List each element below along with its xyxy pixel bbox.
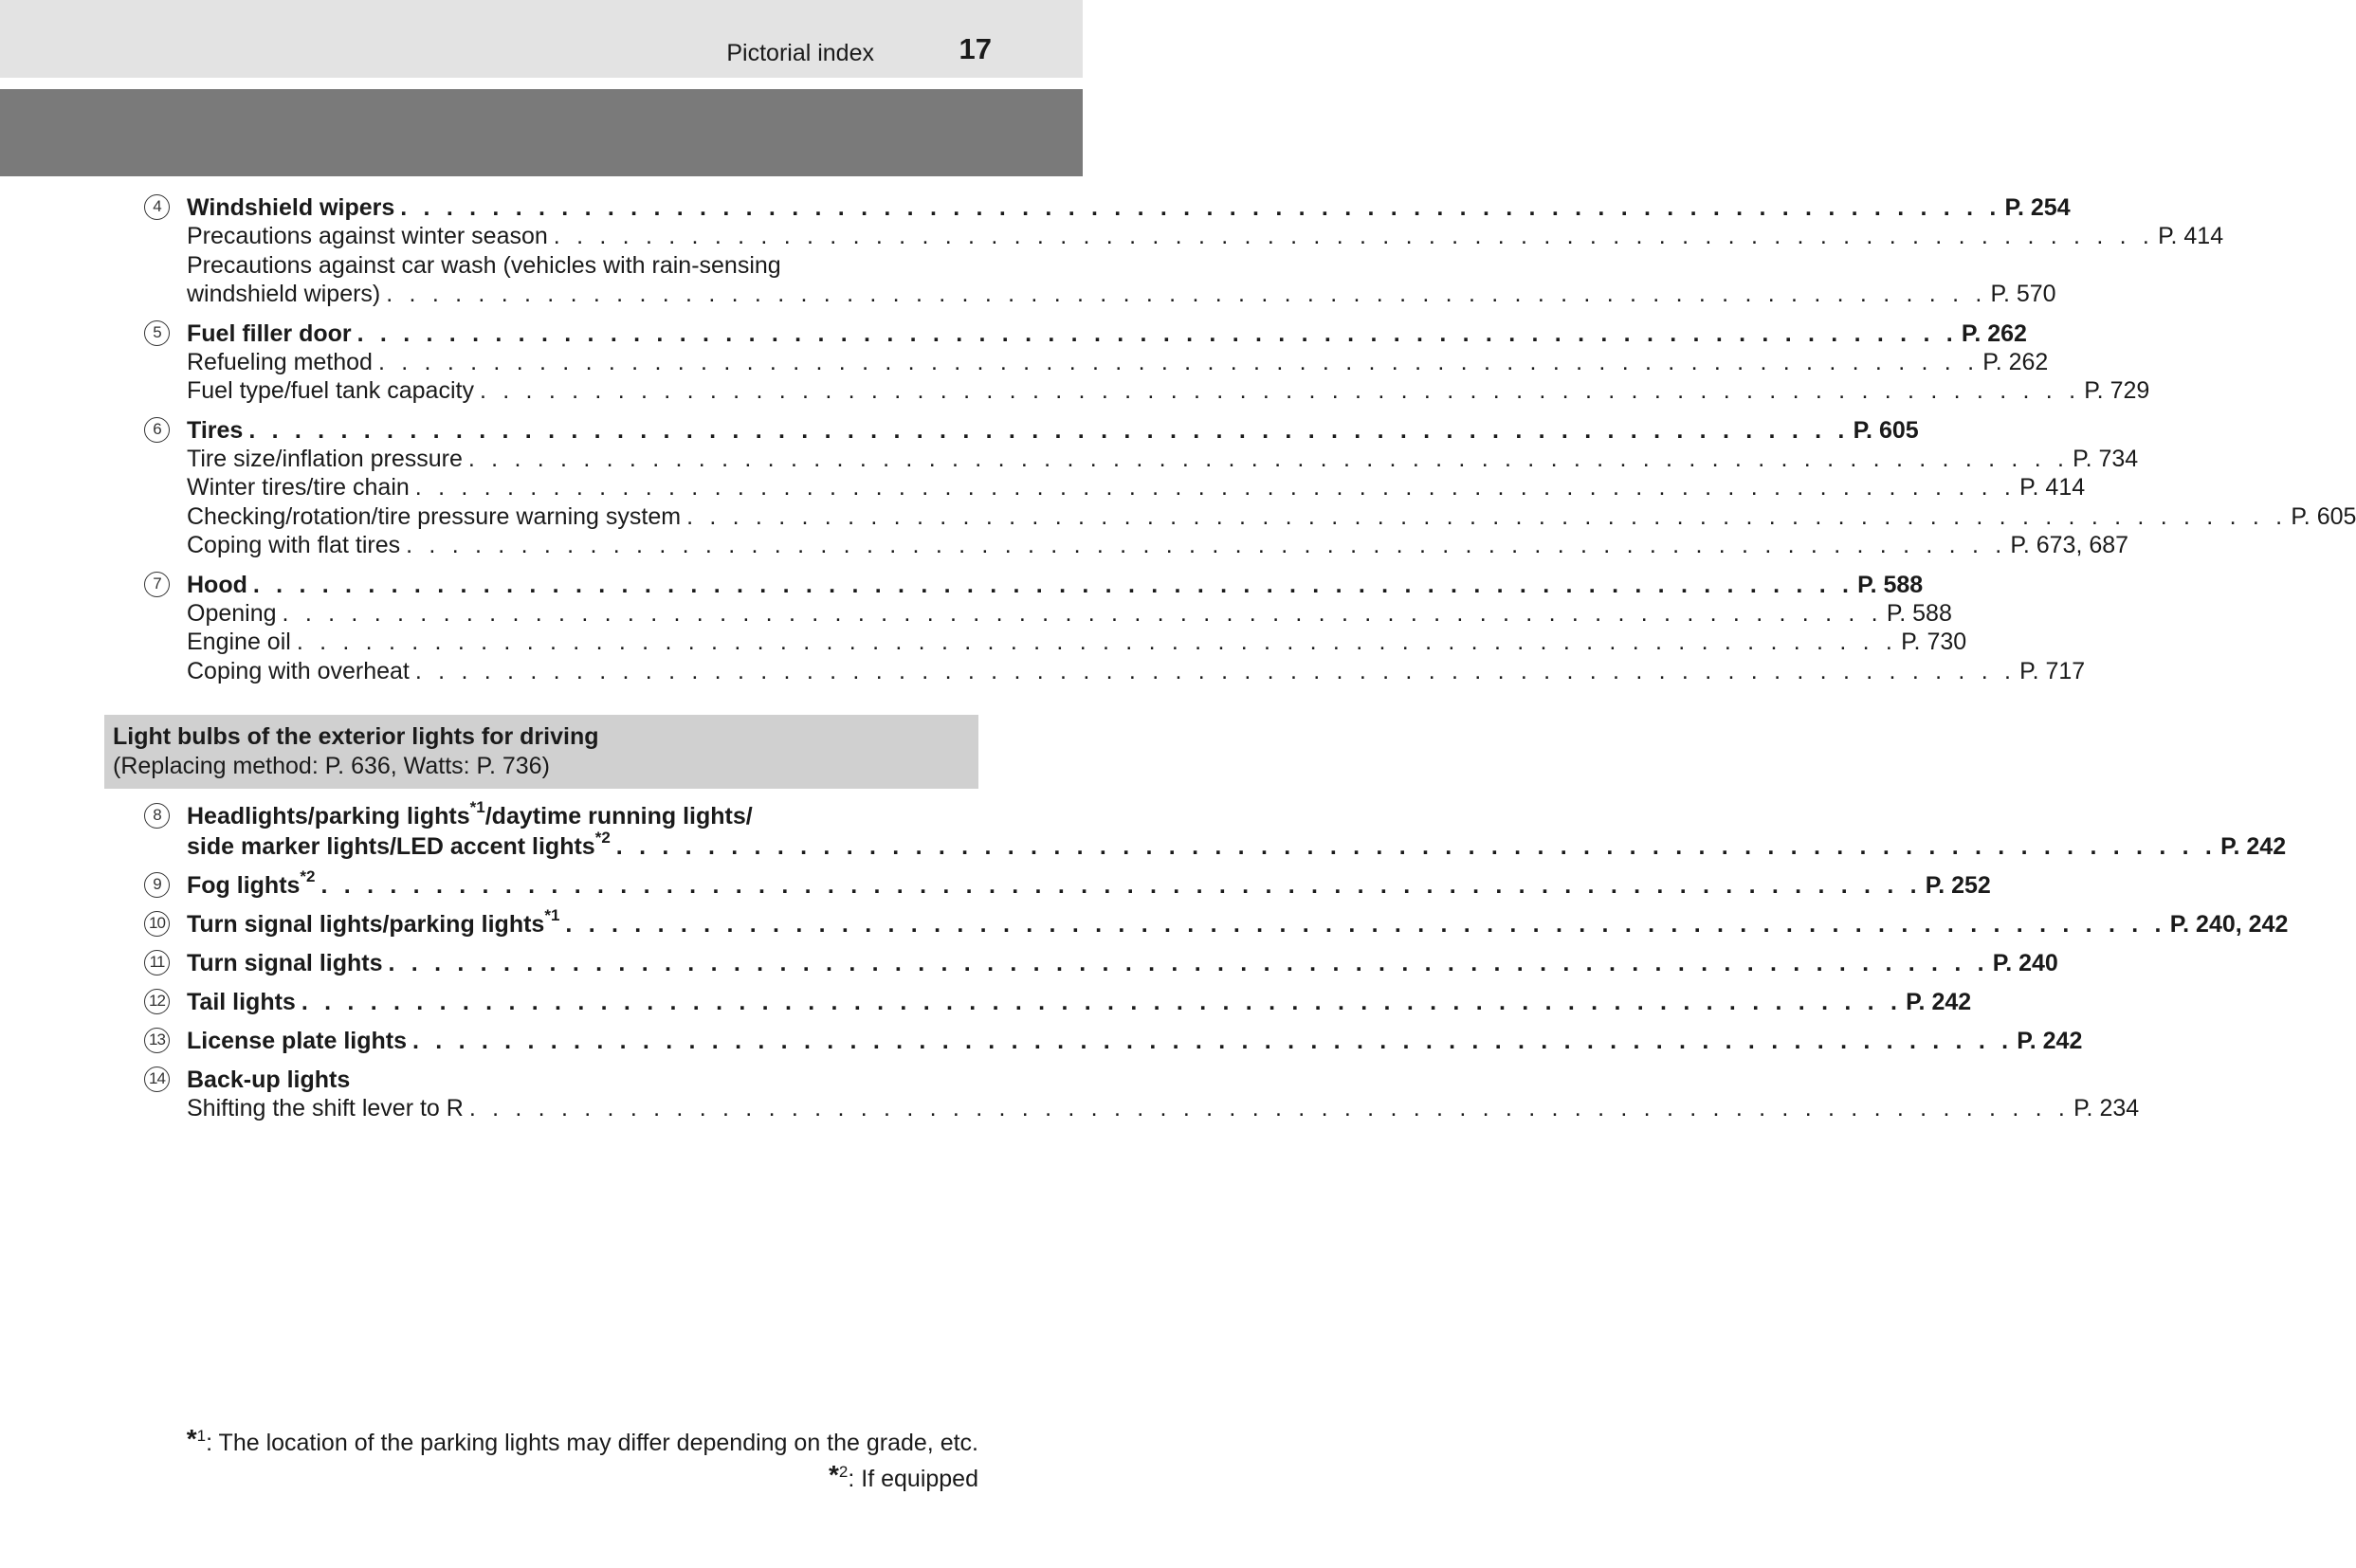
dot-leader: . . . . . . . . . . . . . . . . . . . . . . . . . . . . . . . . . . . . . . . . . . . . . . . . . . . . . . . . . . . . . . . . . . . . . . [565, 911, 2166, 938]
dot-leader: . . . . . . . . . . . . . . . . . . . . . . . . . . . . . . . . . . . . . . . . . . . . . . . . . . . . . . . . . . . . . . . . . . . . . . [377, 348, 1980, 375]
entry-title: Windshield wipers [187, 194, 395, 221]
sub-label: Checking/rotation/tire pressure warning system [187, 502, 682, 530]
entry-title [187, 908, 559, 940]
footnote-marker: *2 [300, 867, 316, 885]
page-ref: P. 588 [1886, 599, 1952, 627]
item-number-badge: 8 [144, 803, 170, 829]
list-item-back-up-lights [144, 1064, 2140, 1123]
dot-leader: . . . . . . . . . . . . . . . . . . . . . . . . . . . . . . . . . . . . . . . . . . . . . . . . . . . . . . . . . . . . . . . . . . . . . . [615, 833, 2218, 860]
footnote-marker: *1 [544, 906, 560, 924]
list-item-license-plate-lights [144, 1025, 2083, 1055]
dot-leader: . . . . . . . . . . . . . . . . . . . . . . . . . . . . . . . . . . . . . . . . . . . . . . . . . . . . . . . . . . . . . . . . . . . . . . [414, 657, 2017, 684]
sub-label: Refueling method [187, 348, 373, 375]
item-number-badge: 11 [144, 950, 170, 975]
page-ref: P. 734 [2073, 445, 2139, 472]
list-item-fuel-filler-door [144, 318, 2150, 406]
entry-main-line [187, 191, 2071, 222]
title-part: Fog lights [187, 872, 301, 899]
entry-title [187, 869, 316, 902]
entry-sub-line [187, 657, 2086, 686]
page-ref: P. 242 [2017, 1028, 2083, 1054]
dot-leader: . . . . . . . . . . . . . . . . . . . . . . . . . . . . . . . . . . . . . . . . . . . . . . . . . . . . . . . . . . . . . . . . . . . . . . [468, 1095, 2071, 1121]
dot-leader: . . . . . . . . . . . . . . . . . . . . . . . . . . . . . . . . . . . . . . . . . . . . . . . . . . . . . . . . . . . . . . . . . . . . . . [686, 502, 2288, 530]
dot-leader: . . . . . . . . . . . . . . . . . . . . . . . . . . . . . . . . . . . . . . . . . . . . . . . . . . . . . . . . . . . . . . . . . . . . . . [479, 377, 2081, 404]
footnote-1 [186, 1424, 978, 1457]
dot-leader: . . . . . . . . . . . . . . . . . . . . . . . . . . . . . . . . . . . . . . . . . . . . . . . . . . . . . . . . . . . . . . . . . . . . . . [320, 872, 1922, 899]
dot-leader: . . . . . . . . . . . . . . . . . . . . . . . . . . . . . . . . . . . . . . . . . . . . . . . . . . . . . . . . . . . . . . . . . . . . . . [282, 599, 1883, 627]
list-item-headlights [144, 798, 2287, 861]
entry-sub-line [187, 1094, 2140, 1123]
page-ref: P. 242 [2220, 833, 2287, 860]
footnote-number: 1 [196, 1427, 207, 1445]
dot-leader: . . . . . . . . . . . . . . . . . . . . . . . . . . . . . . . . . . . . . . . . . . . . . . . . . . . . . . . . . . . . . . . . . . . . . . [467, 445, 2070, 472]
item-number-badge: 5 [144, 320, 170, 346]
list-item-fog-lights [144, 867, 1991, 900]
section-title: Pictorial index [726, 40, 874, 66]
dot-leader: . . . . . . . . . . . . . . . . . . . . . . . . . . . . . . . . . . . . . . . . . . . . . . . . . . . . . . . . . . . . . . . . . . . . . . [553, 223, 2155, 249]
footnote-number: 2 [838, 1463, 849, 1481]
list-item-turn-signal-lights [144, 947, 2058, 977]
sub-label: Coping with overheat [187, 657, 410, 684]
dot-leader: . . . . . . . . . . . . . . . . . . . . . . . . . . . . . . . . . . . . . . . . . . . . . . . . . . . . . . . . . . . . . . . . . . . . . . [400, 194, 2001, 221]
entry-main-line [187, 867, 1991, 900]
dot-leader: . . . . . . . . . . . . . . . . . . . . . . . . . . . . . . . . . . . . . . . . . . . . . . . . . . . . . . . . . . . . . . . . . . . . . . [386, 281, 1987, 307]
header-band [0, 0, 1083, 78]
list-item-hood [144, 569, 2086, 686]
page-ref: P. 240 [1992, 950, 2058, 976]
dot-leader: . . . . . . . . . . . . . . . . . . . . . . . . . . . . . . . . . . . . . . . . . . . . . . . . . . . . . . . . . . . . . . . . . . . . . . [248, 416, 1850, 444]
page-ref: P. 252 [1925, 872, 1991, 899]
sub-label: Precautions against car wash (vehicles with rain-sensing [187, 251, 781, 279]
footnote-2 [829, 1460, 978, 1493]
entry-sub-line [187, 376, 2150, 406]
light-bulbs-heading: Light bulbs of the exterior lights for driving [113, 723, 599, 750]
sub-label: Fuel type/fuel tank capacity [187, 377, 474, 404]
page-ref: P. 414 [2158, 223, 2224, 249]
item-number-badge: 12 [144, 989, 170, 1014]
dot-leader: . . . . . . . . . . . . . . . . . . . . . . . . . . . . . . . . . . . . . . . . . . . . . . . . . . . . . . . . . . . . . . . . . . . . . . [414, 474, 2017, 501]
title-part: side marker lights/LED accent lights [187, 833, 595, 860]
entry-main-line [187, 569, 1924, 599]
sub-label: Opening [187, 599, 277, 627]
entry-title: Fuel filler door [187, 319, 352, 347]
entry-sub-line [187, 348, 2049, 377]
list-item-tires [144, 414, 2356, 560]
entry-main-line [187, 414, 1919, 445]
dot-leader: . . . . . . . . . . . . . . . . . . . . . . . . . . . . . . . . . . . . . . . . . . . . . . . . . . . . . . . . . . . . . . . . . . . . . . [252, 571, 1854, 598]
page-ref: P. 414 [2019, 474, 2086, 501]
lights-list [144, 798, 2289, 1123]
page-ref: P. 262 [1961, 319, 2027, 347]
item-number-badge: 4 [144, 194, 170, 220]
page-ref: P. 242 [1906, 989, 1972, 1015]
entry-sub-line [187, 222, 2224, 251]
entry-main-line [187, 986, 1972, 1016]
footnote-text: : If equipped [848, 1466, 978, 1492]
page-ref: P. 262 [1982, 348, 2049, 375]
page-ref: P. 254 [2004, 194, 2071, 221]
page-number: 17 [959, 32, 992, 65]
entry-sub-line [187, 531, 2129, 560]
sub-label: Winter tires/tire chain [187, 474, 410, 501]
entry-sub-line [187, 251, 933, 281]
page-ref: P. 588 [1857, 571, 1924, 598]
title-part: /daytime running lights/ [484, 803, 753, 830]
header-image-band [0, 89, 1083, 176]
footnote-asterisk: * [186, 1424, 197, 1453]
dot-leader: . . . . . . . . . . . . . . . . . . . . . . . . . . . . . . . . . . . . . . . . . . . . . . . . . . . . . . . . . . . . . . . . . . . . . . [406, 532, 2007, 558]
dot-leader: . . . . . . . . . . . . . . . . . . . . . . . . . . . . . . . . . . . . . . . . . . . . . . . . . . . . . . . . . . . . . . . . . . . . . . [412, 1028, 2014, 1054]
entry-main-line [187, 1025, 2083, 1055]
entry-title: Tail lights [187, 989, 296, 1015]
entry-main-line [187, 800, 933, 830]
item-number-badge: 7 [144, 572, 170, 597]
item-number-badge: 6 [144, 417, 170, 443]
entry-title [187, 830, 611, 863]
dot-leader: . . . . . . . . . . . . . . . . . . . . . . . . . . . . . . . . . . . . . . . . . . . . . . . . . . . . . . . . . . . . . . . . . . . . . . [296, 629, 1898, 655]
page-ref: P. 717 [2019, 657, 2086, 684]
entry-title [187, 800, 753, 832]
entry-sub-line [187, 628, 1967, 657]
parts-list [144, 191, 2356, 685]
entry-sub-line [187, 473, 2086, 502]
page-ref: P. 673, 687 [2010, 532, 2129, 558]
item-number-badge: 10 [144, 911, 170, 937]
title-part: Turn signal lights/parking lights [187, 911, 545, 938]
list-item-tail-lights [144, 986, 1972, 1016]
entry-title: License plate lights [187, 1028, 408, 1054]
entry-title: Tires [187, 416, 244, 444]
page-ref: P. 605 [1853, 416, 1919, 444]
title-part: Headlights/parking lights [187, 803, 470, 830]
sub-label: Shifting the shift lever to R [187, 1095, 464, 1121]
entry-sub-line [187, 599, 1952, 629]
dot-leader: . . . . . . . . . . . . . . . . . . . . . . . . . . . . . . . . . . . . . . . . . . . . . . . . . . . . . . . . . . . . . . . . . . . . . . [388, 950, 1989, 976]
page-ref: P. 730 [1901, 629, 1967, 655]
entry-main-line [187, 318, 2027, 348]
sub-label: Coping with flat tires [187, 532, 401, 558]
entry-main-line [187, 829, 2287, 861]
item-number-badge: 14 [144, 1067, 170, 1092]
page-ref: P. 605 [2291, 502, 2356, 530]
sub-label: windshield wipers) [187, 281, 381, 307]
dot-leader: . . . . . . . . . . . . . . . . . . . . . . . . . . . . . . . . . . . . . . . . . . . . . . . . . . . . . . . . . . . . . . . . . . . . . . [356, 319, 1958, 347]
light-bulbs-heading-box [104, 715, 978, 789]
light-bulbs-subheading: (Replacing method: P. 636, Watts: P. 736) [113, 753, 550, 779]
page-ref: P. 240, 242 [2169, 911, 2289, 938]
entry-title: Hood [187, 571, 247, 598]
entry-main-line [187, 947, 2058, 977]
sub-label: Tire size/inflation pressure [187, 445, 463, 472]
entry-title: Turn signal lights [187, 950, 383, 976]
entry-title: Back-up lights [187, 1067, 351, 1093]
entry-sub-line [187, 280, 2056, 309]
page-ref: P. 729 [2084, 377, 2150, 404]
page-ref: P. 234 [2073, 1095, 2140, 1121]
page-ref: P. 570 [1990, 281, 2056, 307]
sub-label: Engine oil [187, 629, 291, 655]
list-item-windshield-wipers [144, 191, 2224, 309]
item-number-badge: 13 [144, 1028, 170, 1053]
footnote-asterisk: * [829, 1460, 839, 1489]
entry-main-line [187, 906, 2289, 939]
list-item-turn-signal-parking-lights [144, 906, 2289, 939]
footnote-text: : The location of the parking lights may differ depending on the grade, etc. [206, 1430, 978, 1456]
entry-main-line [187, 1064, 933, 1094]
footnote-marker: *1 [469, 798, 485, 816]
footnote-marker: *2 [594, 829, 611, 847]
item-number-badge: 9 [144, 872, 170, 898]
sub-label: Precautions against winter season [187, 223, 548, 249]
entry-sub-line [187, 502, 2356, 532]
dot-leader: . . . . . . . . . . . . . . . . . . . . . . . . . . . . . . . . . . . . . . . . . . . . . . . . . . . . . . . . . . . . . . . . . . . . . . [301, 989, 1903, 1015]
entry-sub-line [187, 445, 2139, 474]
